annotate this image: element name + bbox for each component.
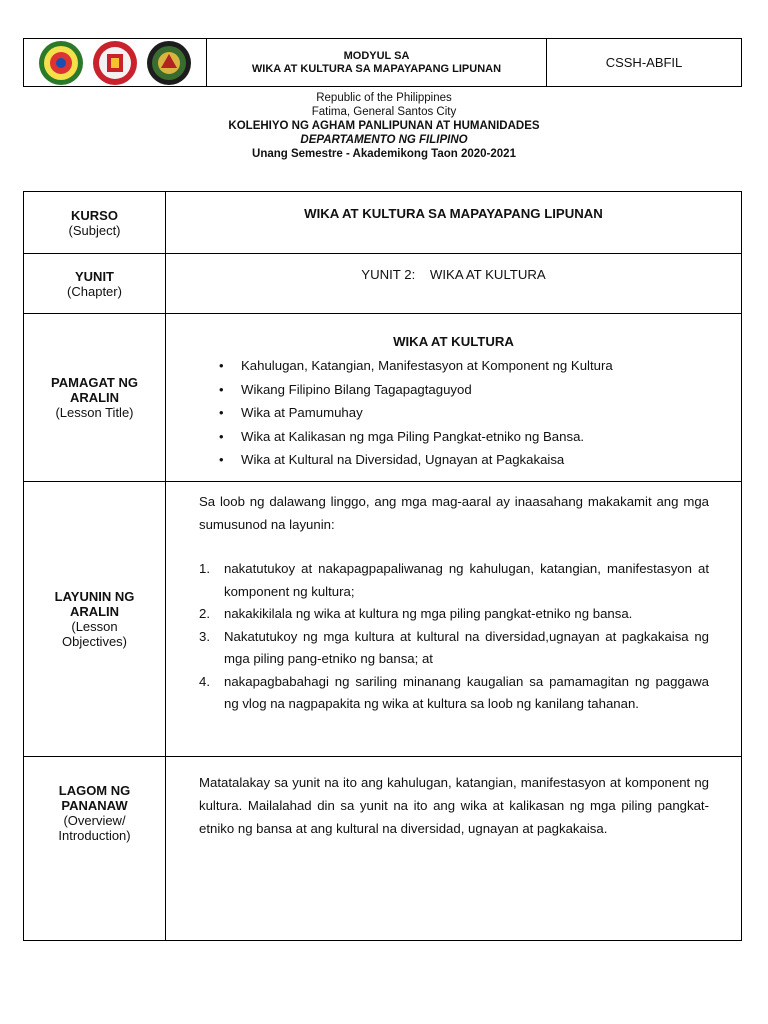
yunit-sublabel: (Chapter) bbox=[67, 283, 122, 299]
course-code: CSSH-ABFIL bbox=[605, 55, 683, 70]
module-header bbox=[23, 38, 742, 87]
objectives-intro: Sa loob ng dalawang linggo, ang mga mag-aaral ay inaasahang makakamit ang mga sumusunod na layunin: bbox=[199, 494, 709, 532]
objectives-list bbox=[199, 558, 709, 716]
kurso-value: WIKA AT KULTURA SA MAPAYAPANG LIPUNAN bbox=[304, 206, 603, 221]
kurso-label: KURSO bbox=[71, 207, 118, 223]
module-title-line2: WIKA AT KULTURA SA MAPAYAPANG LIPUNAN bbox=[251, 62, 502, 75]
kurso-label-cell bbox=[24, 192, 166, 253]
objective-item bbox=[199, 558, 709, 603]
lagom-sublabel-line2: Introduction) bbox=[58, 828, 131, 843]
kurso-sublabel: (Subject) bbox=[68, 222, 121, 238]
semester-line: Unang Semestre - Akademikong Taon 2020-2021 bbox=[252, 148, 516, 160]
department-seal-icon bbox=[143, 40, 195, 86]
row-yunit bbox=[24, 254, 741, 314]
lagom-label-line2: PANANAW bbox=[61, 798, 128, 813]
layunin-label-line2: ARALIN bbox=[69, 604, 120, 619]
objective-number: 4. bbox=[199, 673, 210, 689]
yunit-label-cell bbox=[24, 254, 166, 313]
topic-list bbox=[216, 354, 686, 472]
module-title bbox=[207, 39, 547, 86]
overview-text: Matatalakay sa yunit na ito ang kahulugan, katangian, manifestasyon at komponent ng kultura. Mailalahad din sa yunit na ito ang wika at kalikasan ng mga piling pangkat-etniko ng bansa at ang kultural na diversidad, ugnayan at pagkakaisa. bbox=[199, 775, 709, 836]
layunin-sublabel-line1: (Lesson bbox=[71, 619, 118, 634]
layunin-sublabel-line2: Objectives) bbox=[61, 634, 128, 649]
department-name: DEPARTAMENTO NG FILIPINO bbox=[300, 134, 468, 146]
pamagat-label-line1: PAMAGAT NG bbox=[51, 375, 138, 390]
topic-item: • Kahulugan, Katangian, Manifestasyon at Komponent ng Kultura bbox=[216, 354, 686, 378]
yunit-value: YUNIT 2: WIKA AT KULTURA bbox=[361, 267, 546, 282]
row-kurso bbox=[24, 192, 741, 254]
yunit-label: YUNIT bbox=[75, 268, 114, 284]
topic-item: • Wika at Kalikasan ng mga Piling Pangkat-etniko ng Bansa. bbox=[216, 425, 686, 449]
republic-line: Republic of the Philippines bbox=[316, 92, 452, 104]
objective-text: nakapagbabahagi ng sariling minanang kaugalian sa pamamagitan ng paggawa ng vlog na nagpapakita ng wika at kultura sa loob ng kanilang tahanan. bbox=[224, 673, 709, 711]
college-name: KOLEHIYO NG AGHAM PANLIPUNAN AT HUMANIDADES bbox=[228, 120, 540, 132]
lesson-heading: WIKA AT KULTURA bbox=[393, 334, 514, 349]
topic-item: • Wika at Kultural na Diversidad, Ugnayan at Pagkakaisa bbox=[216, 448, 686, 472]
topic-item: • Wika at Pamumuhay bbox=[216, 401, 686, 425]
institution-heading bbox=[0, 91, 768, 161]
college-seal-icon bbox=[89, 40, 141, 86]
objective-item bbox=[199, 671, 709, 716]
lagom-label-line1: LAGOM NG bbox=[58, 783, 131, 798]
pamagat-content bbox=[166, 314, 741, 481]
location-line: Fatima, General Santos City bbox=[311, 106, 457, 118]
logo-group bbox=[24, 39, 207, 86]
lagom-sublabel-line1: (Overview/ bbox=[63, 813, 126, 828]
row-layunin bbox=[24, 482, 741, 757]
row-lagom bbox=[24, 757, 741, 940]
pamagat-label-cell bbox=[24, 314, 166, 481]
row-pamagat bbox=[24, 314, 741, 482]
pamagat-label-line2: ARALIN bbox=[69, 390, 120, 405]
layunin-label-line1: LAYUNIN NG bbox=[54, 589, 135, 604]
objective-number: 2. bbox=[199, 606, 210, 621]
objective-text: Nakatutukoy ng mga kultura at kultural na diversidad,ugnayan at pagkakaisa ng mga piling pang-etniko ng bansa; at bbox=[224, 628, 709, 666]
objective-number: 3. bbox=[199, 628, 210, 644]
lagom-content bbox=[166, 757, 741, 940]
topic-item: • Wikang Filipino Bilang Tagapagtaguyod bbox=[216, 378, 686, 402]
objective-text: nakakikilala ng wika at kultura ng mga piling pangkat-etniko ng bansa. bbox=[224, 606, 633, 621]
objective-item bbox=[199, 603, 709, 626]
university-seal-icon bbox=[35, 40, 87, 86]
lesson-info-table bbox=[23, 191, 742, 941]
module-title-line1: MODYUL SA bbox=[343, 49, 410, 62]
layunin-label-cell bbox=[24, 482, 166, 756]
layunin-content bbox=[166, 482, 741, 756]
objective-item bbox=[199, 626, 709, 671]
objective-number: 1. bbox=[199, 561, 210, 576]
pamagat-sublabel: (Lesson Title) bbox=[55, 405, 134, 420]
lagom-label-cell bbox=[24, 757, 166, 940]
objective-text: nakatutukoy at nakapagpapaliwanag ng kahulugan, katangian, manifestasyon at komponent ng kultura; bbox=[224, 561, 709, 599]
